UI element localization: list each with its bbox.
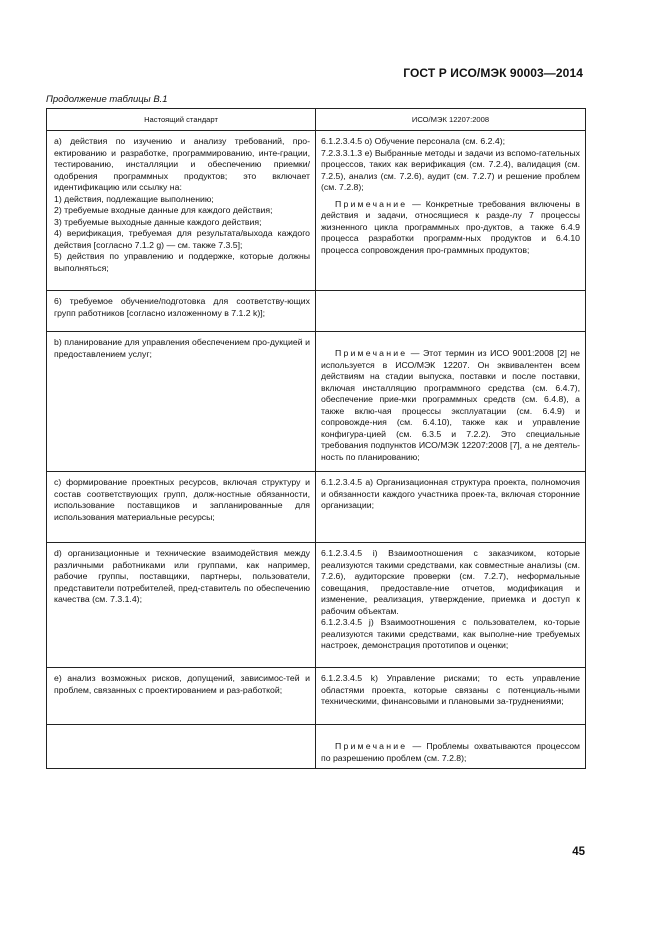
note-label: Примечание	[335, 348, 408, 358]
cell-paragraph: e) анализ возможных рисков, допущений, зависимос-тей и проблем, связанных с проектированием и раз-работкой;	[54, 673, 310, 695]
document-header: ГОСТ Р ИСО/МЭК 90003—2014	[403, 66, 583, 80]
note-label: Примечание	[335, 741, 408, 751]
cell-paragraph: 1) действия, подлежащие выполнению;	[54, 193, 214, 204]
table-row	[47, 291, 586, 332]
note-text: — Этот термин из ИСО 9001:2008 [2] не используется в ИСО/МЭК 12207. Он эквивалентен всем действиям на стадии выпуска, поставки и после поставки, включая инсталляцию программного средства (см. 6.4.7), обеспечение прие-мки программных средств (см. 6.4.8), а также вклю-чая процессы эксплуатации (см. 6.4.9) и сопровожде-ния (см. 6.4.10), также как и управление конфигура-цией (см. 6.3.5 и 7.2.2). Это специальные требования подпунктов ИСО/МЭК 12207:2008 [7], а не деятель-ность по планированию;	[321, 348, 580, 462]
table-cell	[47, 543, 316, 668]
table-cell	[316, 543, 586, 668]
table-cell	[316, 291, 586, 332]
cell-paragraph: 6.1.2.3.4.5 j) Взаимоотношения с пользователем, ко-торые реализуются такими средствами, как выполне-ние требуемых настроек, демонстрация прототипов и оценки;	[321, 617, 580, 650]
note-paragraph	[321, 348, 580, 463]
table-cell	[316, 668, 586, 725]
table-row	[47, 472, 586, 543]
table-cell	[47, 332, 316, 472]
table-row	[47, 131, 586, 291]
cell-paragraph: 5) действия по управлению и поддержке, которые должны выполняться;	[54, 251, 310, 273]
cell-paragraph: d) организационные и технические взаимодействия между различными работниками или группами, как например, рабочие группы, поставщики, партнеры, пользователи, представители потребителей, пред-ставитель по обеспечению качества (см. 7.3.1.4);	[54, 548, 310, 604]
comparison-table	[46, 108, 586, 769]
table-cell	[47, 725, 316, 769]
column-header-this-standard: Настоящий стандарт	[47, 109, 316, 131]
table-header-row	[47, 109, 586, 131]
cell-paragraph: 6.1.2.3.4.5 k) Управление рисками; то есть управление областями проекта, которые связаны с потенциаль-ными техническими, финансовыми и плановыми за-труднениями;	[321, 673, 580, 706]
cell-paragraph: 2) требуемые входные данные для каждого действия;	[54, 205, 273, 215]
cell-paragraph: 7.2.3.3.1.3 e) Выбранные методы и задачи из вспомо-гательных процессов, таких как верификация (см. 7.2.4), валидация (см. 7.2.5), анализ (см. 7.2.6), аудит (см. 7.2.7) и решение проблем (см. 7.2.8);	[321, 147, 580, 192]
cell-paragraph: a) действия по изучению и анализу требований, про-ектированию и разработке, программированию, инте-грации, тестированию, инсталляции и обеспечению приемки/одобрения программных продуктов; это включает идентификацию или ссылку на:	[54, 136, 310, 192]
cell-paragraph: 3) требуемые выходные данные каждого действия;	[54, 216, 262, 227]
cell-paragraph: c) формирование проектных ресурсов, включая структуру и состав соответствующих групп, долж-ностные обязанности, использование поставщиков и запланированные для использования материальные ресурсы;	[54, 477, 310, 522]
table-row	[47, 543, 586, 668]
cell-paragraph: 4) верификация, требуемая для результата/выхода каждого действия [согласно 7.1.2 g) — см. также 7.3.5];	[54, 228, 310, 250]
table-row	[47, 725, 586, 769]
note-paragraph	[321, 199, 580, 257]
note-label: Примечание	[335, 198, 408, 209]
table-row	[47, 332, 586, 472]
cell-paragraph: 6.1.2.3.4.5 a) Организационная структура проекта, полномочия и обязанности каждого участника проек-та, включая сторонние организации;	[321, 477, 580, 510]
table-row	[47, 668, 586, 725]
note-text: — Проблемы охватываются процессом по разрешению проблем (см. 7.2.8);	[321, 741, 580, 763]
table-cell	[47, 472, 316, 543]
note-paragraph	[321, 741, 580, 764]
table-cell	[47, 131, 316, 291]
note-text: — Конкретные требования включены в действия и задачи, относящиеся к разде-лу 7 процессы жизненного цикла программных про-дуктов, а также 6.4.9 процесса разработки программ-ных продуктов и 6.4.10 процесса сопровождения про-граммных продуктов;	[321, 198, 580, 255]
cell-paragraph: 6.1.2.3.4.5 i) Взаимоотношения с заказчиком, которые реализуются такими средствами, как совместные анализы (см. 7.2.6), аудиторские проверки (см. 7.2.7), неформальные совещания, предоставле-ние отчетов, модификация и изменение, реализация, утверждение, приемка и доступ к рабочим объектам.	[321, 548, 580, 616]
cell-paragraph: 6.1.2.3.4.5 o) Обучение персонала (см. 6.2.4);	[321, 136, 505, 146]
table-cell	[316, 332, 586, 472]
table-cell	[47, 668, 316, 725]
cell-paragraph: b) планирование для управления обеспечением про-дукцией и предоставлением услуг;	[54, 337, 310, 359]
table-caption: Продолжение таблицы В.1	[46, 94, 168, 105]
page-number: 45	[572, 846, 585, 858]
table-cell	[316, 131, 586, 291]
table-cell	[47, 291, 316, 332]
column-header-iso-12207: ИСО/МЭК 12207:2008	[316, 109, 586, 131]
cell-paragraph: 6) требуемое обучение/подготовка для соответству-ющих групп работников [согласно изложенному в 7.1.2 k)];	[54, 296, 310, 318]
table-cell	[316, 472, 586, 543]
table-cell	[316, 725, 586, 769]
